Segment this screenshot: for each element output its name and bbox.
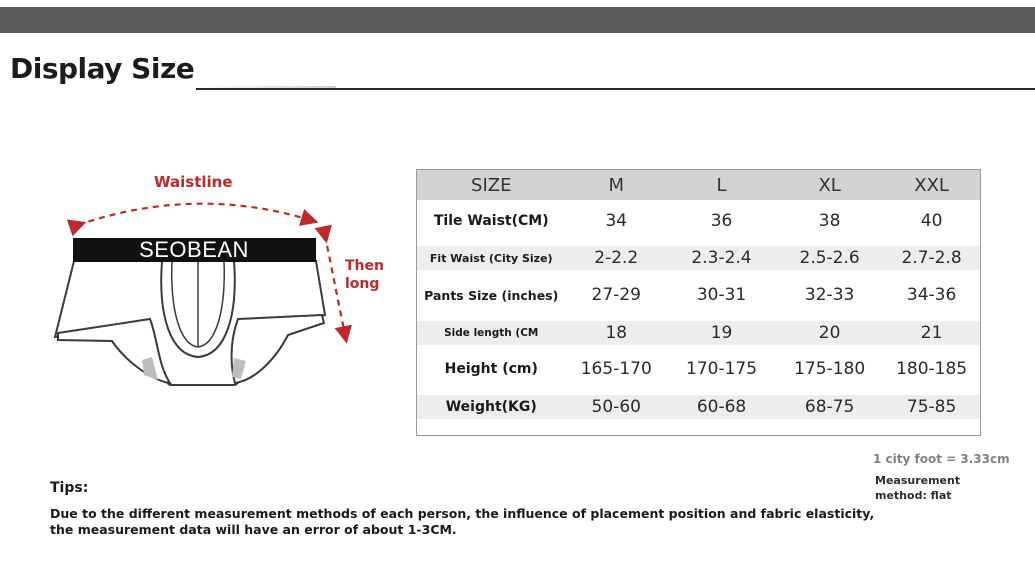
briefs-illustration bbox=[40, 165, 400, 405]
table-row bbox=[417, 395, 980, 419]
table-row bbox=[417, 321, 980, 345]
column-header: M bbox=[608, 174, 625, 196]
measurement-method-note: Measurement method: flat bbox=[875, 474, 961, 502]
table-cell: 30-31 bbox=[696, 285, 747, 305]
column-header: XXL bbox=[914, 174, 949, 196]
table-cell: 175-180 bbox=[794, 359, 866, 379]
row-label: Weight(KG) bbox=[445, 399, 537, 415]
conversion-note: 1 city foot = 3.33cm bbox=[873, 452, 1010, 466]
tips-title: Tips: bbox=[50, 480, 89, 496]
column-header: SIZE bbox=[471, 174, 512, 196]
row-label: Side length (CM bbox=[444, 327, 539, 339]
table-cell: 2.5-2.6 bbox=[799, 248, 860, 268]
length-measure-arrow bbox=[325, 235, 345, 335]
page-title: Display Size bbox=[10, 52, 195, 85]
table-cell: 36 bbox=[710, 211, 733, 231]
row-label: Tile Waist(CM) bbox=[433, 213, 549, 229]
table-cell: 180-185 bbox=[896, 359, 968, 379]
table-cell: 75-85 bbox=[906, 397, 957, 417]
table-cell: 18 bbox=[605, 323, 628, 343]
table-cell: 19 bbox=[710, 323, 733, 343]
waist-measure-arrow bbox=[78, 204, 310, 225]
row-label: Pants Size (inches) bbox=[424, 287, 559, 303]
leg-band-right bbox=[232, 315, 324, 383]
table-cell: 27-29 bbox=[591, 285, 641, 305]
table-row bbox=[417, 278, 980, 312]
column-header: L bbox=[716, 174, 727, 196]
length-label bbox=[345, 257, 405, 293]
table-cell: 34 bbox=[605, 211, 628, 231]
size-table bbox=[416, 169, 981, 436]
column-header: XL bbox=[818, 174, 841, 196]
size-table-header bbox=[417, 170, 980, 200]
length-label-line1: Then bbox=[345, 258, 384, 274]
table-cell: 20 bbox=[818, 323, 841, 343]
top-banner-bar bbox=[0, 7, 1035, 33]
row-label: Height (cm) bbox=[444, 361, 538, 377]
table-cell: 50-60 bbox=[591, 397, 641, 417]
table-row bbox=[417, 246, 980, 270]
table-cell: 34-36 bbox=[906, 285, 957, 305]
table-cell: 165-170 bbox=[580, 359, 652, 379]
waistline-label: Waistline bbox=[154, 173, 233, 191]
table-row bbox=[417, 204, 980, 238]
row-label: Fit Waist (City Size) bbox=[429, 251, 553, 265]
table-cell: 40 bbox=[920, 211, 943, 231]
waistband-brand-text: SEOBEAN bbox=[139, 237, 249, 262]
length-label-line2: long bbox=[345, 276, 380, 292]
table-row bbox=[417, 351, 980, 387]
table-cell: 2-2.2 bbox=[594, 248, 639, 268]
table-cell: 68-75 bbox=[804, 397, 855, 417]
table-cell: 32-33 bbox=[804, 285, 855, 305]
table-cell: 60-68 bbox=[696, 397, 747, 417]
title-rule bbox=[196, 88, 1035, 90]
table-cell: 21 bbox=[920, 323, 943, 343]
measurement-notes bbox=[873, 452, 1010, 503]
table-cell: 38 bbox=[818, 211, 841, 231]
table-cell: 2.3-2.4 bbox=[691, 248, 752, 268]
table-cell: 2.7-2.8 bbox=[901, 248, 962, 268]
tips-body: Due to the different measurement methods of each person, the influence of placement position and fabric elasticity, the measurement data will have an error of about 1-3CM. bbox=[50, 506, 875, 537]
table-cell: 170-175 bbox=[686, 359, 758, 379]
